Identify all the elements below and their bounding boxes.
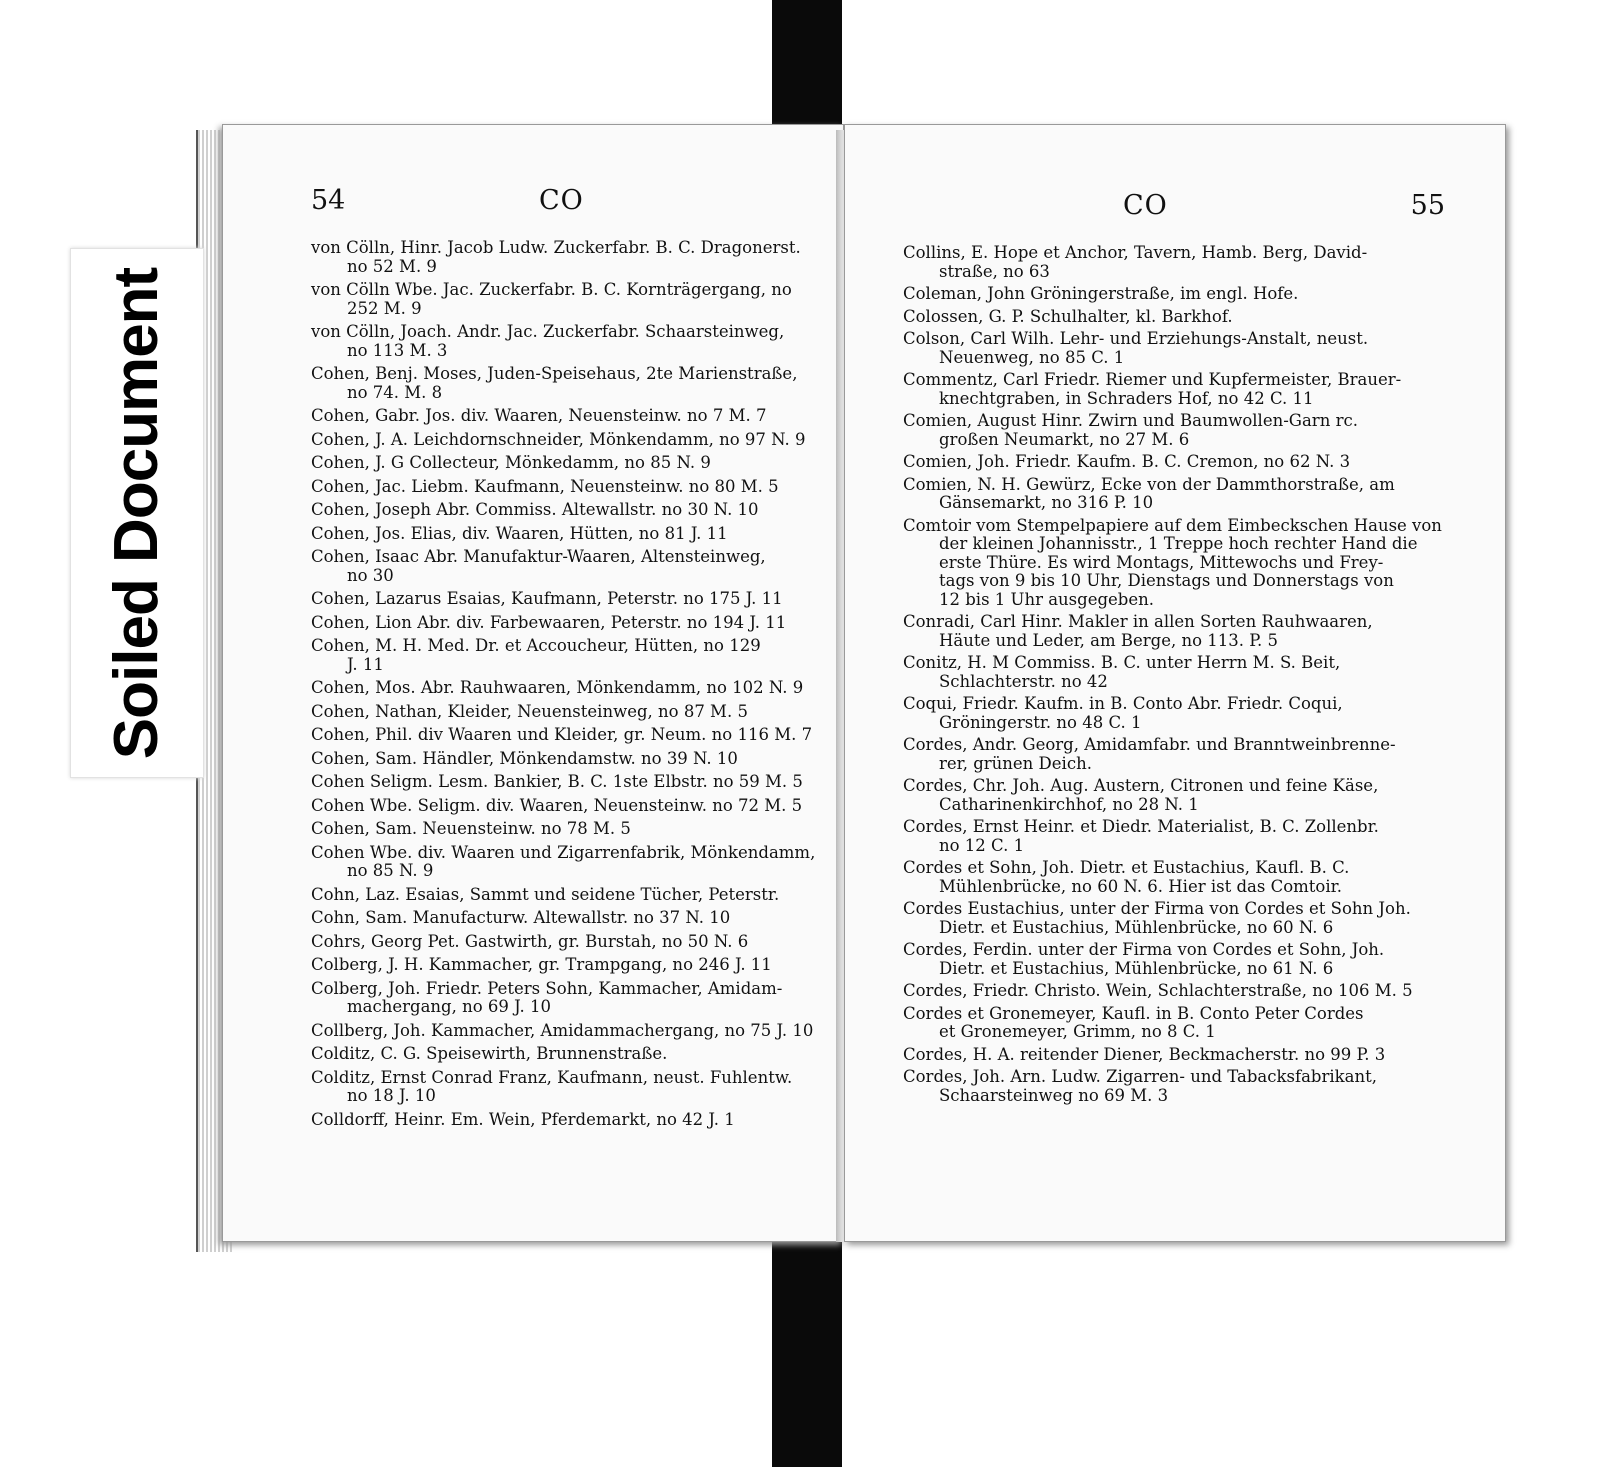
entry-line: Comtoir vom Stempelpapiere auf dem Eimbeckschen Hause von (903, 515, 1442, 535)
entry-line: Cohen, Jos. Elias, div. Waaren, Hütten, no 81 J. 11 (311, 523, 728, 543)
entry-line: Cohen, Sam. Händler, Mönkendamstw. no 39 N. 10 (311, 748, 738, 768)
entry-line: Cohen Wbe. Seligm. div. Waaren, Neuensteinw. no 72 M. 5 (311, 795, 803, 815)
entry-line: Cohen, Gabr. Jos. div. Waaren, Neuensteinw. no 7 M. 7 (311, 406, 767, 425)
entry-line: Cohen, J. A. Leichdornschneider, Mönkendamm, no 97 N. 9 (311, 429, 806, 449)
directory-entry (311, 909, 825, 928)
directory-entry (311, 773, 825, 792)
entry-line: Cordes et Sohn, Joh. Dietr. et Eustachius, Kaufl. B. C. (903, 858, 1350, 877)
entry-line: Cohen, Isaac Abr. Manufaktur-Waaren, Altensteinweg, (311, 547, 766, 566)
entry-line: no 85 N. 9 (347, 861, 434, 880)
directory-entry (311, 478, 825, 497)
entry-line: Conitz, H. M Commiss. B. C. unter Herrn M. S. Beit, (903, 653, 1341, 672)
directory-entry (311, 365, 825, 402)
entry-line: no 12 C. 1 (939, 835, 1025, 855)
entry-line: Cohen, Sam. Neuensteinw. no 78 M. 5 (311, 819, 631, 838)
entry-line: Gröningerstr. no 48 C. 1 (939, 712, 1142, 732)
directory-entry (903, 900, 1445, 937)
entry-line: der kleinen Johannisstr., 1 Treppe hoch rechter Hand die (939, 534, 1418, 553)
entry-line: Cordes, Andr. Georg, Amidamfabr. und Branntweinbrenne- (903, 735, 1396, 754)
entry-line: no 113 M. 3 (347, 340, 448, 360)
entry-line: Cordes, Friedr. Christo. Wein, Schlachterstraße, no 106 M. 5 (903, 981, 1413, 1000)
entry-line: Cohen, J. G Collecteur, Mönkedamm, no 85 N. 9 (311, 453, 711, 472)
directory-entry (311, 1069, 825, 1106)
directory-entry (903, 476, 1445, 513)
directory-entry (903, 1005, 1445, 1042)
directory-entry (903, 777, 1445, 814)
directory-entry (311, 886, 825, 905)
directory-entry (311, 454, 825, 473)
entry-line: Colditz, Ernst Conrad Franz, Kaufmann, neust. Fuhlentw. (311, 1067, 793, 1087)
directory-entry (903, 308, 1445, 327)
directory-entry (903, 371, 1445, 408)
directory-entry (311, 797, 825, 816)
directory-entry (311, 323, 825, 360)
entry-line: Neuenweg, no 85 C. 1 (939, 347, 1125, 367)
entry-line: Dietr. et Eustachius, Mühlenbrücke, no 61 N. 6 (939, 958, 1334, 978)
entry-line: Cohen, Lazarus Esaias, Kaufmann, Peterstr. no 175 J. 11 (311, 589, 783, 608)
entry-line: Cordes, Joh. Arn. Ludw. Zigarren- und Tabacksfabrikant, (903, 1067, 1377, 1086)
entry-line: Cohen, Benj. Moses, Juden-Speisehaus, 2te Marienstraße, (311, 364, 798, 383)
entry-line: rer, grünen Deich. (939, 753, 1092, 773)
entry-line: no 74. M. 8 (347, 382, 443, 402)
entry-line: erste Thüre. Es wird Montags, Mittewochs und Frey- (939, 552, 1384, 572)
entry-line: no 18 J. 10 (347, 1086, 436, 1105)
directory-entry (311, 726, 825, 745)
entry-line: Cohen, Jac. Liebm. Kaufmann, Neuensteinw. no 80 M. 5 (311, 476, 779, 496)
entry-line: Cordes, Ernst Heinr. et Diedr. Materialist, B. C. Zollenbr. (903, 817, 1379, 836)
directory-entry (903, 982, 1445, 1001)
directory-entry (311, 525, 825, 544)
entry-line: Cohrs, Georg Pet. Gastwirth, gr. Burstah, no 50 N. 6 (311, 931, 749, 951)
directory-entry (311, 637, 825, 674)
entry-line: Coqui, Friedr. Kaufm. in B. Conto Abr. Friedr. Coqui, (903, 694, 1343, 713)
directory-entry (311, 679, 825, 698)
directory-entry (311, 750, 825, 769)
directory-entry (311, 501, 825, 520)
entry-line: Conradi, Carl Hinr. Makler in allen Sorten Rauhwaaren, (903, 612, 1373, 631)
directory-entry (311, 980, 825, 1017)
entry-line: Cohen, Lion Abr. div. Farbewaaren, Peterstr. no 194 J. 11 (311, 612, 787, 632)
right-page (844, 124, 1506, 1242)
entry-line: Cordes et Gronemeyer, Kaufl. in B. Conto Peter Cordes (903, 1003, 1364, 1023)
entry-line: Cohen, M. H. Med. Dr. et Accoucheur, Hütten, no 129 (311, 636, 761, 655)
entry-line: et Gronemeyer, Grimm, no 8 C. 1 (939, 1022, 1216, 1041)
directory-entry (311, 956, 825, 975)
left-page-header (311, 185, 825, 239)
entry-line: no 52 M. 9 (347, 256, 437, 276)
entry-line: straße, no 63 (939, 261, 1050, 281)
entry-line: Coleman, John Gröningerstraße, im engl. Hofe. (903, 284, 1299, 303)
entry-line: Comien, Joh. Friedr. Kaufm. B. C. Cremon, no 62 N. 3 (903, 452, 1351, 471)
directory-entry (903, 285, 1445, 304)
directory-entry (311, 614, 825, 633)
entry-line: Schaarsteinweg no 69 M. 3 (939, 1085, 1169, 1105)
entry-line: Häute und Leder, am Berge, no 113. P. 5 (939, 630, 1279, 650)
entry-line: Cohn, Sam. Manufacturw. Altewallstr. no 37 N. 10 (311, 908, 731, 927)
entry-line: Schlachterstr. no 42 (939, 671, 1108, 691)
entry-line: machergang, no 69 J. 10 (347, 997, 551, 1016)
entry-line: Collins, E. Hope et Anchor, Tavern, Hamb. Berg, David- (903, 243, 1368, 262)
directory-entry (903, 818, 1445, 855)
entry-line: tags von 9 bis 10 Uhr, Dienstags und Donnerstags von (939, 571, 1394, 590)
directory-entry (311, 590, 825, 609)
directory-entry (903, 613, 1445, 650)
directory-entry (311, 281, 825, 318)
directory-entry (903, 859, 1445, 896)
entry-line: Colldorff, Heinr. Em. Wein, Pferdemarkt, no 42 J. 1 (311, 1109, 735, 1129)
entry-line: no 30 (347, 565, 394, 585)
entry-line: Cordes, Chr. Joh. Aug. Austern, Citronen und feine Käse, (903, 776, 1379, 795)
right-page-number: 55 (1410, 190, 1445, 221)
left-page (222, 124, 844, 1242)
directory-entry (903, 1046, 1445, 1065)
entry-line: 12 bis 1 Uhr ausgegeben. (939, 589, 1154, 609)
entry-line: J. 11 (347, 654, 384, 674)
entry-line: Comien, N. H. Gewürz, Ecke von der Dammthorstraße, am (903, 474, 1395, 494)
directory-entry (903, 330, 1445, 367)
entry-line: 252 M. 9 (347, 298, 422, 318)
entry-line: Cohen Wbe. div. Waaren und Zigarrenfabrik, Mönkendamm, (311, 842, 816, 862)
directory-entry (311, 548, 825, 585)
entry-line: von Cölln, Hinr. Jacob Ludw. Zuckerfabr. B. C. Dragonerst. (311, 238, 801, 257)
soiled-document-label-text: Soiled Document (102, 267, 172, 759)
directory-entry (311, 1022, 825, 1041)
directory-entry (311, 820, 825, 839)
entry-line: großen Neumarkt, no 27 M. 6 (939, 429, 1190, 449)
directory-entry (903, 453, 1445, 472)
entry-line: Dietr. et Eustachius, Mühlenbrücke, no 60 N. 6 (939, 917, 1334, 937)
directory-entry (903, 654, 1445, 691)
directory-entry (311, 239, 825, 276)
right-entry-list (903, 244, 1445, 1105)
directory-entry (311, 1045, 825, 1064)
entry-line: Cordes, H. A. reitender Diener, Beckmacherstr. no 99 P. 3 (903, 1044, 1386, 1064)
directory-entry (311, 1111, 825, 1130)
entry-line: Collberg, Joh. Kammacher, Amidammachergang, no 75 J. 10 (311, 1020, 814, 1040)
directory-entry (903, 517, 1445, 610)
entry-line: Colberg, Joh. Friedr. Peters Sohn, Kammacher, Amidam- (311, 978, 783, 998)
directory-entry (903, 941, 1445, 978)
entry-line: Cohen, Phil. div Waaren und Kleider, gr. Neum. no 116 M. 7 (311, 725, 813, 744)
black-strap-bottom (772, 1228, 842, 1467)
entry-line: von Cölln Wbe. Jac. Zuckerfabr. B. C. Kornträgergang, no (311, 280, 792, 299)
entry-line: Cordes Eustachius, unter der Firma von Cordes et Sohn Joh. (903, 899, 1411, 918)
directory-entry (311, 844, 825, 881)
entry-line: Cohen, Nathan, Kleider, Neuensteinweg, no 87 M. 5 (311, 701, 748, 721)
entry-line: von Cölln, Joach. Andr. Jac. Zuckerfabr. Schaarsteinweg, (311, 322, 785, 341)
directory-entry (311, 431, 825, 450)
directory-entry (903, 736, 1445, 773)
entry-line: Commentz, Carl Friedr. Riemer und Kupfermeister, Brauer- (903, 370, 1402, 389)
entry-line: Cohn, Laz. Esaias, Sammt und seidene Tücher, Peterstr. (311, 884, 780, 904)
directory-entry (903, 695, 1445, 732)
directory-entry (311, 703, 825, 722)
entry-line: Mühlenbrücke, no 60 N. 6. Hier ist das Comtoir. (939, 876, 1342, 896)
entry-line: Colditz, C. G. Speisewirth, Brunnenstraße. (311, 1044, 668, 1063)
directory-entry (903, 412, 1445, 449)
entry-line: knechtgraben, in Schraders Hof, no 42 C. 11 (939, 388, 1314, 408)
entry-line: Gänsemarkt, no 316 P. 10 (939, 493, 1154, 512)
entry-line: Catharinenkirchhof, no 28 N. 1 (939, 794, 1199, 814)
directory-entry (311, 933, 825, 952)
soiled-document-label (70, 248, 204, 778)
entry-line: Colberg, J. H. Kammacher, gr. Trampgang, no 246 J. 11 (311, 955, 772, 974)
entry-line: Colossen, G. P. Schulhalter, kl. Barkhof. (903, 306, 1233, 326)
right-page-header (903, 190, 1445, 244)
entry-line: Comien, August Hinr. Zwirn und Baumwollen-Garn rc. (903, 411, 1358, 430)
entry-line: Cohen Seligm. Lesm. Bankier, B. C. 1ste Elbstr. no 59 M. 5 (311, 772, 803, 791)
directory-entry (903, 1068, 1445, 1105)
black-strap-top (772, 0, 842, 135)
left-entry-list (311, 239, 825, 1129)
directory-entry (311, 407, 825, 426)
entry-line: Cordes, Ferdin. unter der Firma von Cordes et Sohn, Joh. (903, 940, 1385, 959)
entry-line: Cohen, Mos. Abr. Rauhwaaren, Mönkendamm, no 102 N. 9 (311, 678, 804, 697)
left-page-title: CO (539, 185, 584, 216)
directory-entry (903, 244, 1445, 281)
entry-line: Cohen, Joseph Abr. Commiss. Altewallstr. no 30 N. 10 (311, 500, 759, 519)
entry-line: Colson, Carl Wilh. Lehr- und Erziehungs-Anstalt, neust. (903, 329, 1369, 348)
right-page-title: CO (1123, 190, 1168, 221)
left-page-number: 54 (311, 185, 346, 216)
